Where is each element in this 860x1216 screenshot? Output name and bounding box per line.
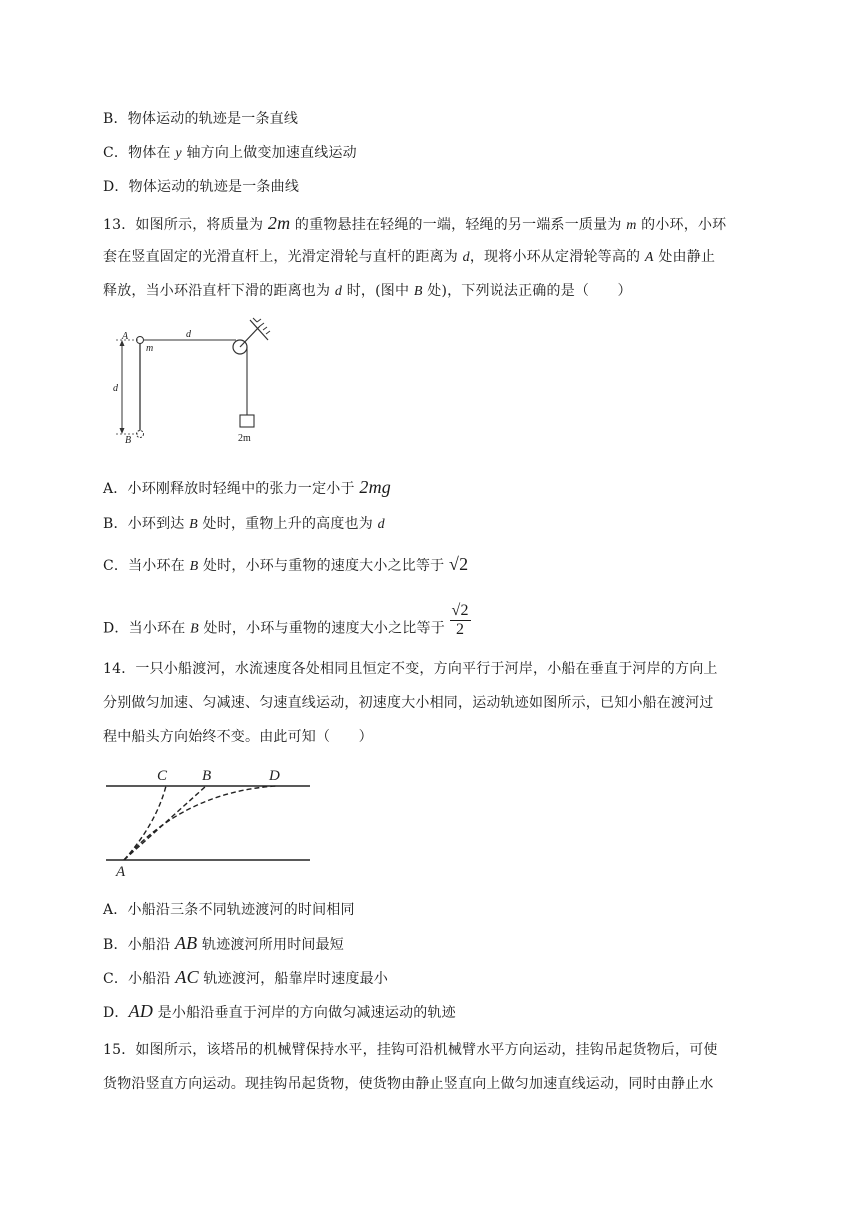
q13-pulley-figure xyxy=(110,316,280,450)
q12-option-d: D．物体运动的轨迹是一条曲线 xyxy=(103,179,300,195)
q12-option-c: C．物体在 y 轴方向上做变加速直线运动 xyxy=(103,145,357,161)
q13-stem-line3: 释放，当小环沿直杆下滑的距离也为 d 时，(图中 B 处)，下列说法正确的是（ ） xyxy=(103,283,632,299)
q15-stem-line2: 货物沿竖直方向运动。现挂钩吊起货物，使货物由静止竖直向上做匀加速直线运动，同时由静止水 xyxy=(103,1076,714,1092)
q14-river-figure xyxy=(104,764,314,880)
figure-label-d-top: d xyxy=(186,329,191,340)
q15-stem-line1: 15．如图所示，该塔吊的机械臂保持水平，挂钩可沿机械臂水平方向运动，挂钩吊起货物后，可使 xyxy=(103,1042,718,1058)
q14-option-b: B．小船沿 AB 轨迹渡河所用时间最短 xyxy=(103,933,344,953)
q14-stem-line2: 分别做匀加速、匀减速、匀速直线运动，初速度大小相同，运动轨迹如图所示，已知小船在渡河过 xyxy=(103,695,714,711)
q14-stem-line1: 14．一只小船渡河，水流速度各处相同且恒定不变，方向平行于河岸，小船在垂直于河岸的方向上 xyxy=(103,661,718,677)
figure-label-b: B xyxy=(125,435,132,446)
q14-option-a: A．小船沿三条不同轨迹渡河的时间相同 xyxy=(103,902,355,918)
figure-label-a: A xyxy=(122,331,129,342)
figure-label-c: C xyxy=(157,768,168,784)
q14-stem-line3: 程中船头方向始终不变。由此可知（ ） xyxy=(103,729,373,745)
figure-label-2m: 2m xyxy=(238,433,251,444)
figure-label-a: A xyxy=(116,864,126,880)
q13-stem-line2: 套在竖直固定的光滑直杆上，光滑定滑轮与直杆的距离为 d，现将小环从定滑轮等高的 A 处由静止 xyxy=(103,249,716,265)
fraction-sqrt2-over-2: $\frac{√2}{2}$ xyxy=(451,602,469,638)
q13-stem-line1: 13．如图所示，将质量为 2m 的重物悬挂在轻绳的一端，轻绳的另一端系一质量为 m 的小环，小环 xyxy=(103,213,727,233)
figure-label-b: B xyxy=(202,768,212,784)
q13-option-b: B．小环到达 B 处时，重物上升的高度也为 d xyxy=(103,516,385,532)
figure-label-d-side: d xyxy=(113,383,118,394)
q14-option-c: C．小船沿 AC 轨迹渡河，船靠岸时速度最小 xyxy=(103,967,389,987)
q14-option-d: D．AD 是小船沿垂直于河岸的方向做匀减速运动的轨迹 xyxy=(103,1001,456,1021)
q13-option-a: A．小环刚释放时轻绳中的张力一定小于 2mg xyxy=(103,477,391,497)
q12-option-b: B．物体运动的轨迹是一条直线 xyxy=(103,111,299,127)
q13-option-d: D．当小环在 B 处时，小环与重物的速度大小之比等于 $\frac{√2}{2}$ xyxy=(103,602,469,638)
figure-label-d: D xyxy=(269,768,280,784)
figure-label-m: m xyxy=(146,343,154,354)
q13-option-c: C．当小环在 B 处时，小环与重物的速度大小之比等于 √2 xyxy=(103,554,469,574)
